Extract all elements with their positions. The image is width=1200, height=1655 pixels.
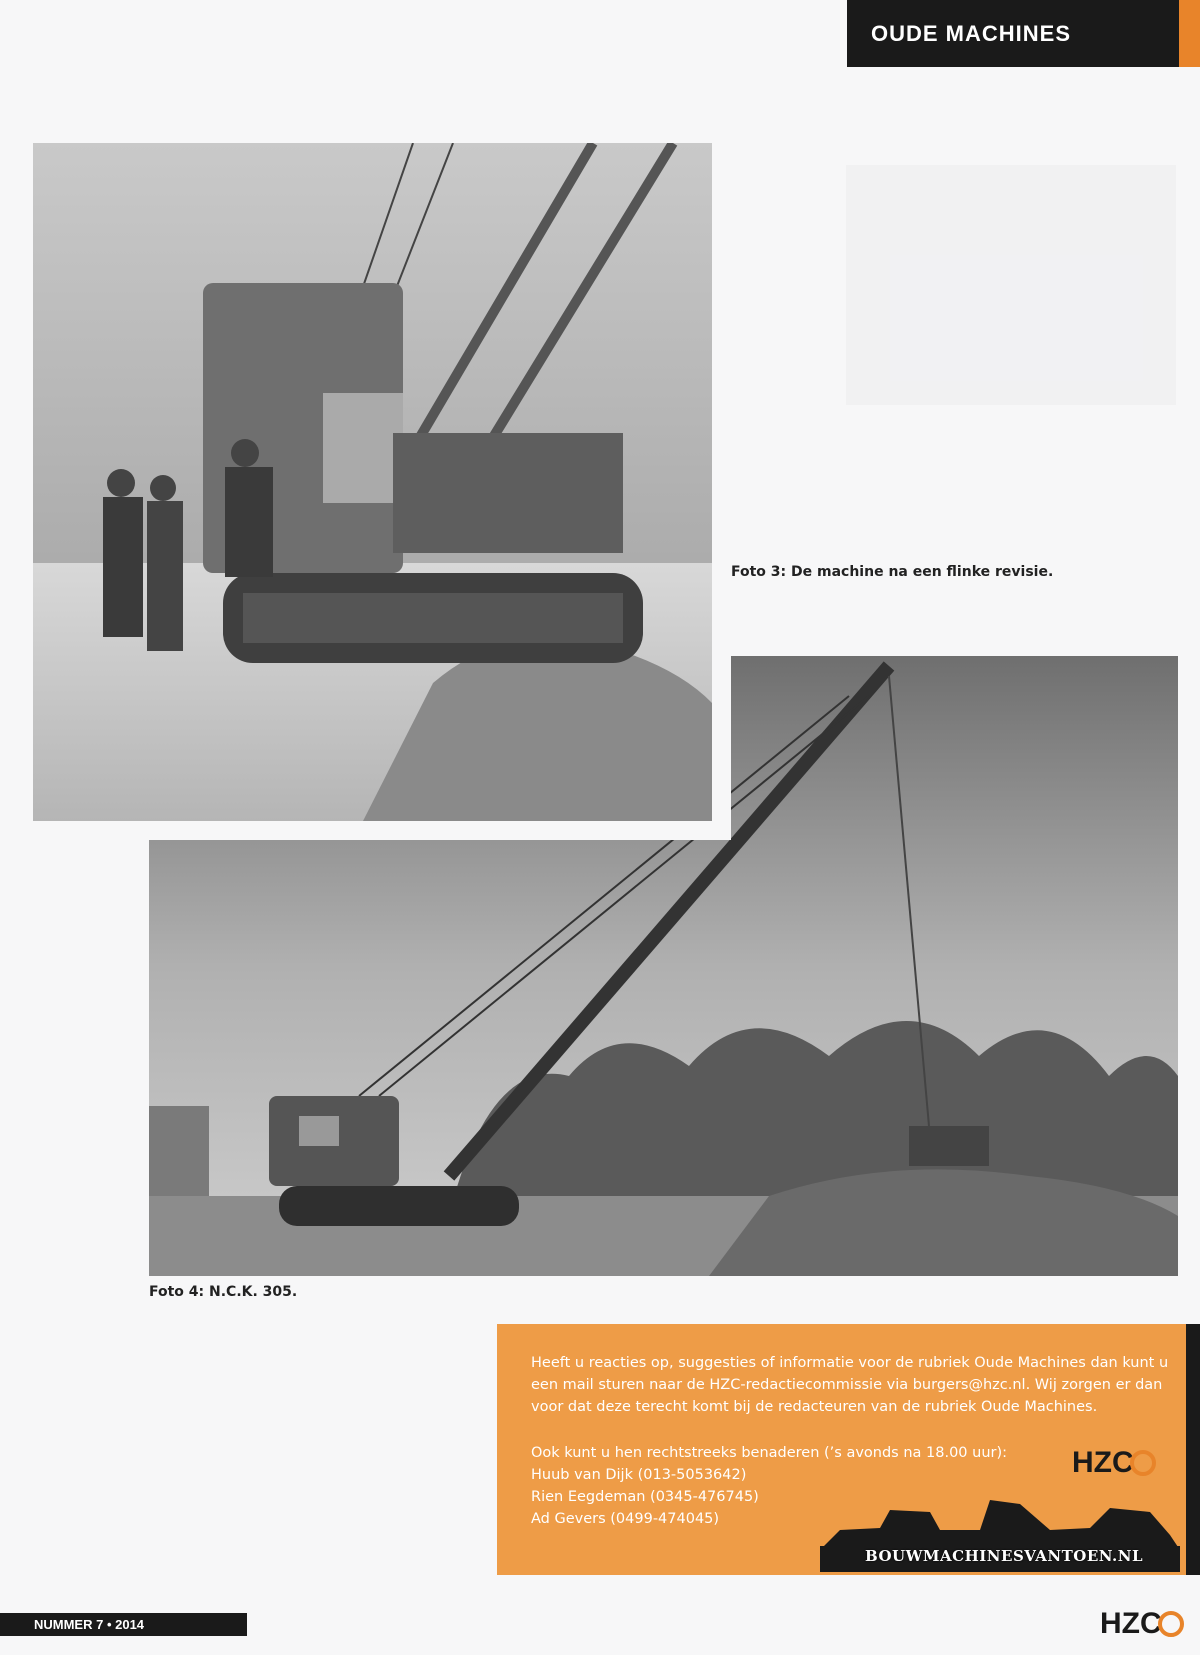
photo-caption-foto3: Foto 3: De machine na een flinke revisie. [731, 564, 1054, 580]
section-title: OUDE MACHINES [871, 20, 1072, 46]
contact-intro: Ook kunt u hen rechtstreeks benaderen (’s avonds na 18.00 uur): [531, 1445, 1008, 1461]
section-header [847, 0, 1179, 67]
hzc-logo-text: HZC [1072, 1446, 1134, 1479]
bleed-through-decoration [846, 165, 1176, 405]
info-paragraph: Heeft u reacties op, suggesties of informatie voor de rubriek Oude Machines dan kunt u een mail sturen naar de HZC-redactiecommissie via burgers@hzc.nl. Wij zorgen er dan voor dat deze terecht komt bij de redacteuren van de rubriek Oude Machines. [531, 1355, 1169, 1415]
section-accent-bar [1179, 0, 1200, 67]
footer-issue-bar [0, 1613, 247, 1636]
footer-hzc-logo [1100, 1602, 1190, 1646]
crane-photo-illustration [33, 143, 712, 821]
hzc-logo-box [1072, 1438, 1160, 1488]
issue-number: NUMMER 7 • 2014 [34, 1617, 145, 1632]
gear-icon [1158, 1611, 1184, 1637]
footer-logo-text: HZC [1100, 1607, 1162, 1640]
gear-icon [1130, 1450, 1156, 1476]
contact-huub: Huub van Dijk (013-5053642) [531, 1467, 747, 1483]
contact-rien: Rien Eegdeman (0345-476745) [531, 1489, 759, 1505]
photo-crane-after-revision [33, 143, 712, 821]
photo-caption-foto4: Foto 4: N.C.K. 305. [149, 1284, 298, 1300]
contact-ad: Ad Gevers (0499-474045) [531, 1511, 720, 1527]
box-edge-bar [1186, 1324, 1200, 1575]
bouwmachines-banner: BOUWMACHINESVANTOEN.NL [864, 1547, 1143, 1565]
